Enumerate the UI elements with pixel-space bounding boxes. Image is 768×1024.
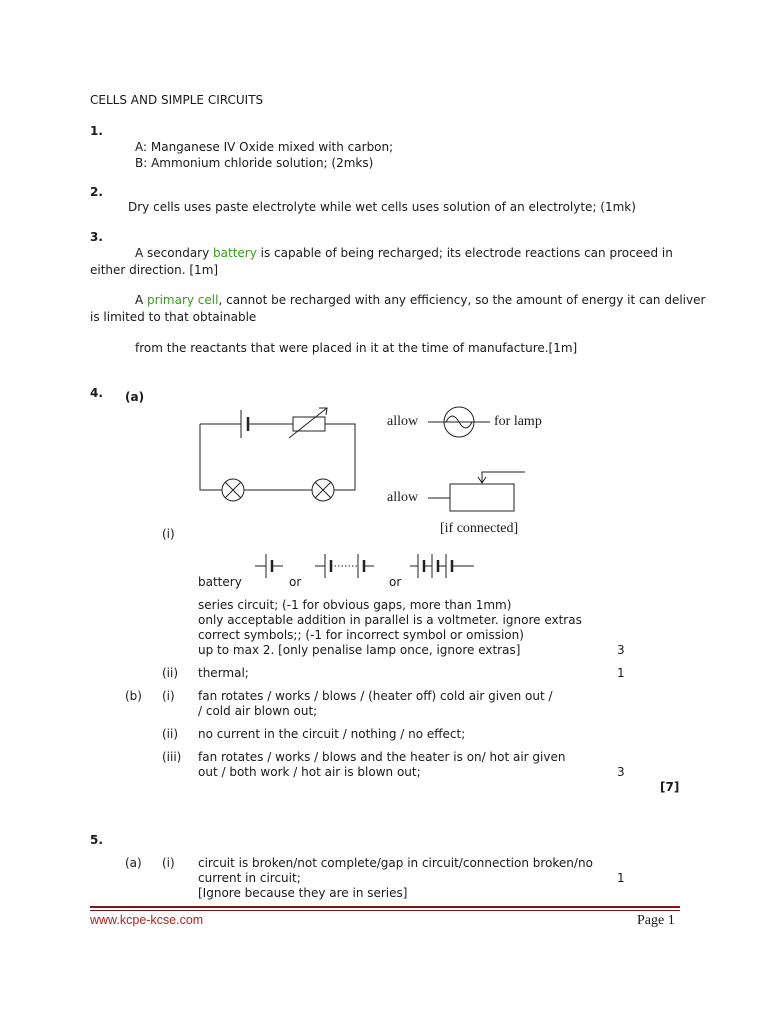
q3-p1-post: is capable of being recharged; its electrode reactions can proceed in [256,246,673,260]
q5-a-i-line-1: circuit is broken/not complete/gap in circuit/connection broken/no [198,856,593,870]
variable-resistor-icon [293,417,325,431]
rheostat-body-icon [450,484,514,511]
q4-b-ii-answer: no current in the circuit / nothing / no effect; [198,727,466,741]
q4-part-a-label: (a) [125,390,145,404]
keyword-battery: battery [213,246,257,260]
page-number: Page 1 [637,913,675,928]
q4-a-ii-label: (ii) [162,666,179,680]
question-number-1: 1. [90,124,103,138]
mark-a-i: 3 [617,643,625,657]
q1-answer-a: A: Manganese IV Oxide mixed with carbon; [135,140,394,154]
battery-symbols [250,548,480,584]
keyword-primary-cell: primary cell [147,293,219,307]
q3-paragraph-2 [135,293,705,307]
or-label-2: or [389,575,402,589]
single-cell-icon [255,554,283,578]
footer-website-link[interactable]: www.kcpe-kcse.com [90,913,204,927]
q3-paragraph-1 [135,246,673,260]
or-label-1: or [289,575,302,589]
page-title: CELLS AND SIMPLE CIRCUITS [90,93,264,107]
question-number-2: 2. [90,185,103,199]
question-number-4: 4. [90,386,103,400]
alt-rheostat-symbol [428,468,528,518]
circuit-diagram [195,400,365,510]
alt-lamp-symbol [428,404,490,440]
q3-p2-post: , cannot be recharged with any efficiency, so the amount of energy it can deliver [218,293,706,307]
battery-label: battery [198,575,242,589]
q5-part-a-label: (a) [125,856,142,870]
q3-paragraph-1-line-2: either direction. [1m] [90,263,219,277]
q4-b-ii-label: (ii) [162,727,179,741]
q4-b-iii-label: (iii) [162,750,182,764]
q4-a-i-label: (i) [162,527,175,541]
q3-paragraph-3: from the reactants that were placed in it at the time of manufacture.[1m] [135,341,578,355]
q4-total-marks: [7] [660,780,680,794]
allow-label-2: allow [387,490,419,505]
q1-answer-b: B: Ammonium chloride solution; (2mks) [135,156,374,170]
q4-b-i-label: (i) [162,689,175,703]
marking-note-3: correct symbols;; (-1 for incorrect symbol or omission) [198,628,524,642]
q4-b-iii-line-2: out / both work / hot air is blown out; [198,765,421,779]
marking-note-2: only acceptable addition in parallel is a voltmeter. ignore extras [198,613,582,627]
q3-paragraph-2-line-2: is limited to that obtainable [90,310,257,324]
question-number-5: 5. [90,833,103,847]
q4-b-i-line-1: fan rotates / works / blows / (heater off) cold air given out / [198,689,553,703]
q4-part-b-label: (b) [125,689,142,703]
mark-a-ii: 1 [617,666,625,680]
three-cells-icon [410,554,474,578]
marking-note-4: up to max 2. [only penalise lamp once, ignore extras] [198,643,521,657]
if-connected-label: [if connected] [440,521,519,536]
allow-label-1: allow [387,414,419,429]
q2-answer: Dry cells uses paste electrolyte while wet cells uses solution of an electrolyte; (1mk) [128,200,636,214]
q5-a-i-label: (i) [162,856,175,870]
q4-b-i-line-2: / cold air blown out; [198,704,318,718]
q5-mark: 1 [617,871,625,885]
q4-a-ii-answer: thermal; [198,666,249,680]
q5-a-i-line-2: current in circuit; [198,871,301,885]
mark-b-iii: 3 [617,765,625,779]
two-cells-dotted-icon [315,554,374,578]
q3-p1-pre: A secondary [135,246,214,260]
q5-a-i-line-3: [Ignore because they are in series] [198,886,408,900]
footer-rule-thick [90,906,680,908]
footer-rule-thin [90,910,680,911]
q3-p2-pre: A [135,293,148,307]
for-lamp-label: for lamp [494,414,542,429]
q4-b-iii-line-1: fan rotates / works / blows and the heater is on/ hot air given [198,750,566,764]
question-number-3: 3. [90,230,103,244]
marking-note-1: series circuit; (-1 for obvious gaps, more than 1mm) [198,598,512,612]
